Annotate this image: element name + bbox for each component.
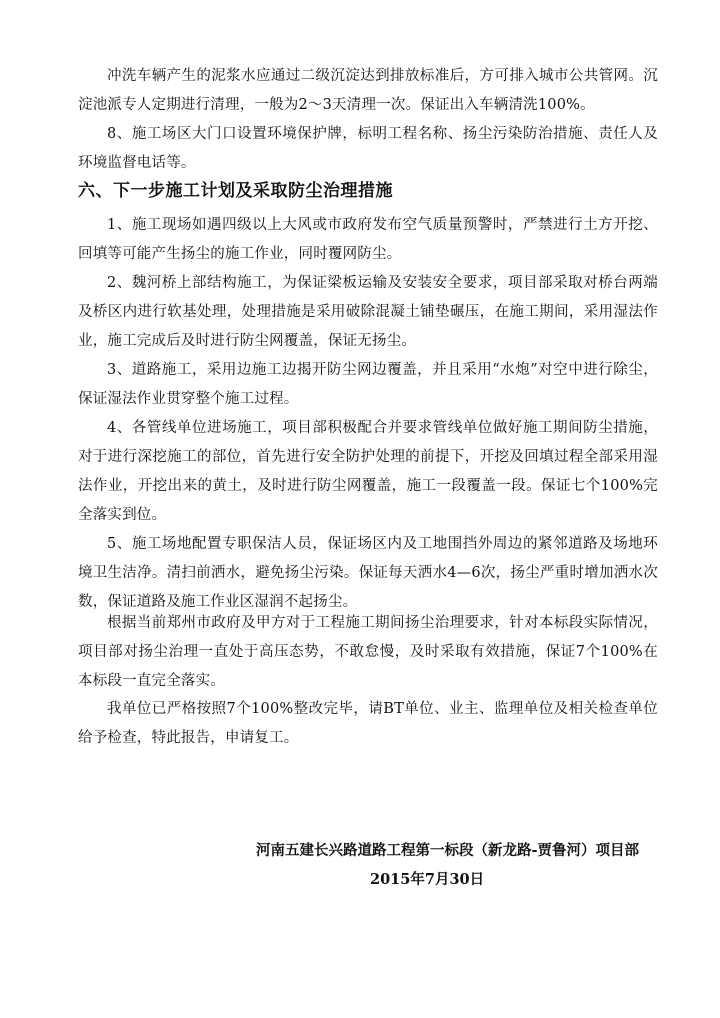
signature-date: 2015年7月30日 [370,871,485,888]
measure-2-paragraph: 2、魏河桥上部结构施工，为保证梁板运输及安装安全要求，项目部采取对桥台两端及桥区内进行软基处理，处理措施是采用破除混凝土铺垫碾压，在施工期间，采用湿法作业，施工完成后及时进行防尘网覆盖，保证无扬尘。 [78,275,658,349]
item-8-paragraph: 8、施工场区大门口设置环境保护牌，标明工程名称、扬尘污染防治措施、责任人及环境监督电话等。 [78,126,658,171]
intro-paragraph: 冲洗车辆产生的泥浆水应通过二级沉淀达到排放标准后，方可排入城市公共管网。沉淀池派专人定期进行清理，一般为2～3天清理一次。保证出入车辆清洗100%。 [78,68,658,113]
measure-3-paragraph: 3、道路施工，采用边施工边揭开防尘网边覆盖，并且采用“水炮”对空中进行除尘，保证湿法作业贯穿整个施工过程。 [78,362,658,407]
measure-5-paragraph: 5、施工场地配置专职保洁人员，保证场区内及工地围挡外周边的紧邻道路及场地环境卫生洁净。清扫前洒水，避免扬尘污染。保证每天洒水4—6次，扬尘严重时增加洒水次数，保证道路及施工作业区湿润不起扬尘。 [78,536,658,610]
measure-4-paragraph: 4、各管线单位进场施工，项目部积极配合并要求管线单位做好施工期间防尘措施，对于进行深挖施工的部位，首先进行安全防护处理的前提下，开挖及回填过程全部采用湿法作业，开挖出来的黄土，及时进行防尘网覆盖，施工一段覆盖一段。保证七个100%完全落实到位。 [78,420,658,523]
signature-organization: 河南五建长兴路道路工程第一标段（新龙路-贾鲁河）项目部 [256,842,640,859]
closing-paragraph: 我单位已严格按照7个100%整改完毕，请BT单位、业主、监理单位及相关检查单位给予检查，特此报告，申请复工。 [78,701,658,746]
summary-paragraph: 根据当前郑州市政府及甲方对于工程施工期间扬尘治理要求，针对本标段实际情况，项目部对扬尘治理一直处于高压态势，不敢怠慢，及时采取有效措施，保证7个100%在本标段一直完全落实。 [78,615,658,689]
measure-1-paragraph: 1、施工现场如遇四级以上大风或市政府发布空气质量预警时，严禁进行土方开挖、回填等可能产生扬尘的施工作业，同时覆网防尘。 [78,217,658,262]
section-heading: 六、下一步施工计划及采取防尘治理措施 [78,181,393,201]
